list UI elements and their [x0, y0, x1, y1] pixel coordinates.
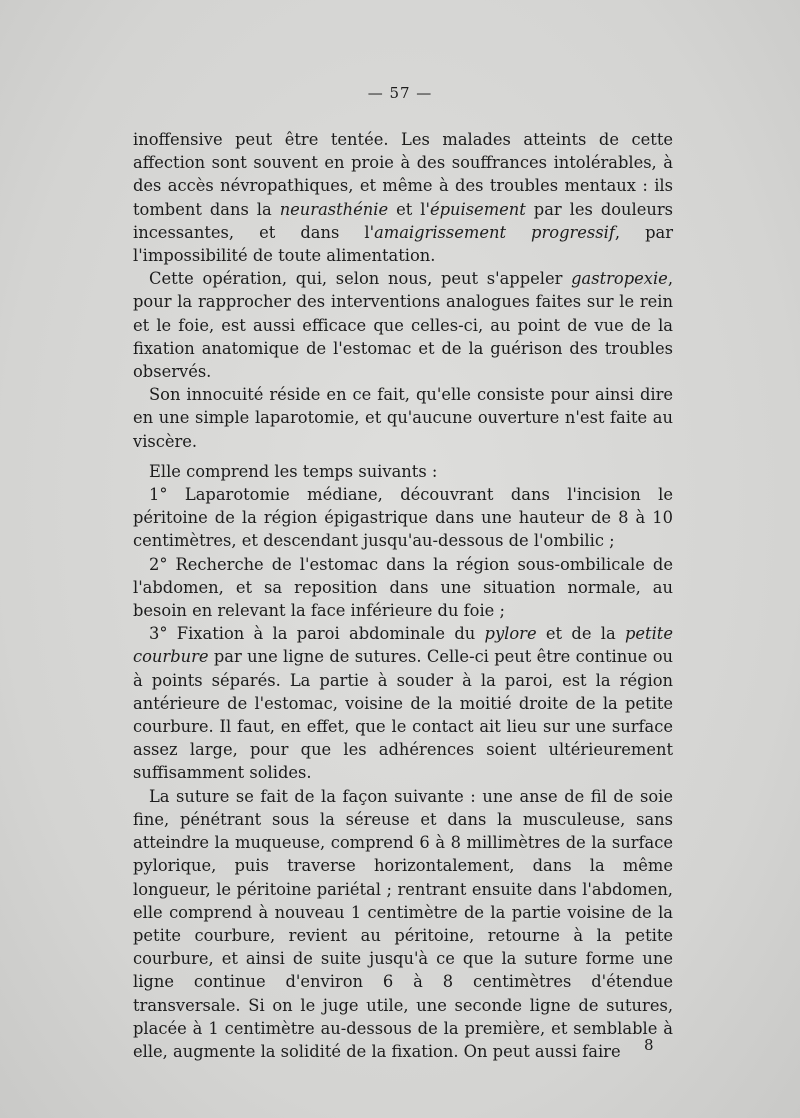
paragraph [133, 622, 673, 784]
text-run: inoffensive peut être tentée. Les malades atteints de cette affection sont souvent en proie à des souffrances intolérables, à des accès névropathiques, et même à des troubles mentaux : ils tombent dans la [133, 130, 673, 219]
paragraph [133, 267, 673, 383]
page-number: — 57 — [367, 84, 433, 102]
signature-mark: 8 [644, 1036, 654, 1054]
paragraph [133, 383, 673, 453]
italic-term: amaigrissement progressif [374, 222, 615, 242]
text-run: par une ligne de sutures. Celle-ci peut être continue ou à points séparés. La partie à souder à la paroi, est la région antérieure de l'estomac, voisine de la moitié droite de la petite courbure. Il faut, en effet, que le contact ait lieu sur une surface assez large, pour que les adhérences soient ultérieurement suffisamment solides. [133, 647, 673, 783]
paragraph [133, 553, 673, 623]
text-run: Son innocuité réside en ce fait, qu'elle consiste pour ainsi dire en une simple laparotomie, et qu'aucune ouverture n'est faite au viscère. [133, 385, 673, 451]
italic-term: gastropexie [571, 269, 668, 289]
text-run: 3° Fixation à la paroi abdominale du [149, 624, 485, 644]
text-run: et l' [388, 199, 430, 219]
text-run: La suture se fait de la façon suivante : une anse de fil de soie fine, pénétrant sous la séreuse et dans la musculeuse, sans atteindre la muqueuse, comprend 6 à 8 millimètres de la surface pylorique, puis traverse horizontalement, dans la même longueur, le péritoine pariétal ; rentrant ensuite dans l'abdomen, elle comprend à nouveau 1 centimètre de la partie voisine de la petite courbure, revient au péritoine, retourne à la petite courbure, et ainsi de suite jusqu'à ce que la suture forme une ligne continue d'environ 6 à 8 centimètres d'étendue transversale. Si on le juge utile, une seconde ligne de sutures, placée à 1 centimètre au-dessous de la première, et semblable à elle, augmente la solidité de la fixation. On peut aussi faire [133, 786, 673, 1061]
italic-term: neurasthénie [279, 199, 389, 219]
paragraph [133, 128, 673, 267]
text-run: Elle comprend les temps suivants : [149, 461, 438, 481]
italic-term: épuisement [429, 199, 526, 219]
text-run: 1° Laparotomie médiane, découvrant dans l'incision le péritoine de la région épigastrique dans une hauteur de 8 à 10 centimètres, et descendant jusqu'au-dessous de l'ombilic ; [133, 485, 673, 551]
body-text [133, 128, 673, 1063]
italic-term: petite courbure [133, 624, 673, 667]
italic-term: pylore [484, 624, 537, 644]
text-run: , par l'impossibilité de toute alimentation. [133, 222, 674, 266]
text-run: 2° Recherche de l'estomac dans la région sous-ombilicale de l'abdomen, et sa reposition dans une situation normale, au besoin en relevant la face inférieure du foie ; [133, 554, 673, 621]
text-run: Cette opération, qui, selon nous, peut s'appeler [149, 269, 572, 289]
paragraph [133, 785, 673, 1063]
paragraph [133, 460, 673, 483]
text-run: et de la [536, 624, 625, 644]
text-run: , pour la rapprocher des interventions analogues faites sur le rein et le foie, est aussi efficace que celles-ci, au point de vue de la fixation anatomique de l'estomac et de la guérison des troubles observés. [133, 269, 673, 382]
text-run: par les douleurs incessantes, et dans l' [133, 199, 674, 242]
paragraph [133, 483, 673, 553]
